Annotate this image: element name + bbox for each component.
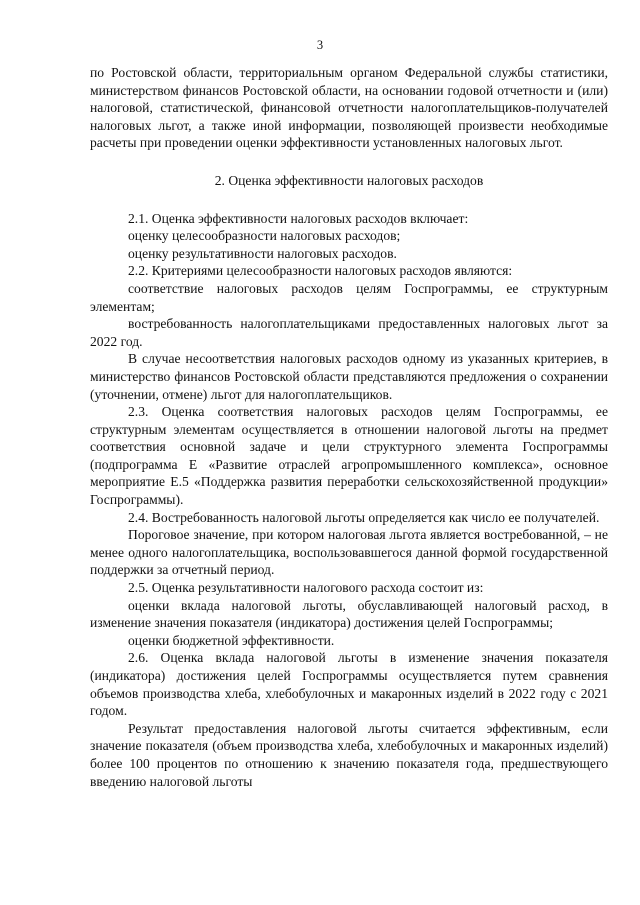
paragraph-2-1-item-2: оценку результативности налоговых расходов. <box>128 245 397 261</box>
page-number: 3 <box>316 38 324 52</box>
paragraph-2-4: 2.4. Востребованность налоговой льготы определяется как число ее получателей. <box>128 509 600 525</box>
paragraph-2-2-note: В случае несоответствия налоговых расходов одному из указанных критериев, в министерство финансов Ростовской области представляются предложения о сохранении (уточнении, отмене) льгот для налогоплательщиков. <box>90 351 608 402</box>
paragraph-2-1: 2.1. Оценка эффективности налоговых расходов включает: <box>128 210 469 226</box>
paragraph-2-6: 2.6. Оценка вклада налоговой льготы в изменение значения показателя (индикатора) достижения целей Госпрограммы осуществляется путем сравнения объемов производства хлеба, хлебобулочных и макаронных изделий в 2022 году с 2021 годом. <box>90 650 608 719</box>
paragraph-intro-continuation: по Ростовской области, территориальным органом Федеральной службы статистики, министерством финансов Ростовской области, на основании годовой отчетности и (или) налоговой, статистической, финансовой отчетности налогоплательщиков-получателей налоговых льгот, а также иной информации, позволяющей произвести необходимые расчеты при проведении оценки эффективности установленных налоговых льгот. <box>90 65 608 151</box>
paragraph-2-2-item-1: соответствие налоговых расходов целям Госпрограммы, ее структурным элементам; <box>90 280 608 314</box>
paragraph-2-3: 2.3. Оценка соответствия налоговых расходов целям Госпрограммы, ее структурным элементам осуществляется в отношении налоговой льготы на предмет соответствия основной задаче и цели структурного элемента Госпрограммы (подпрограмма Е «Развитие отраслей агропромышленного комплекса», основное мероприятие Е.5 «Поддержка развития переработки сельскохозяйственной продукции» Госпрограммы). <box>90 404 608 508</box>
paragraph-2-4-threshold: Пороговое значение, при котором налоговая льгота является востребованной, – не менее одного налогоплательщика, воспользовавшегося данной формой государственной поддержки за отчетный период. <box>90 527 608 578</box>
paragraph-2-2-item-2: востребованность налогоплательщиками предоставленных налоговых льгот за 2022 год. <box>90 316 608 349</box>
paragraph-2-5-item-1: оценки вклада налоговой льготы, обуславливающей налоговый расход, в изменение значения показателя (индикатора) достижения целей Госпрограммы; <box>90 597 608 631</box>
paragraph-2-5-item-2: оценки бюджетной эффективности. <box>128 632 335 648</box>
paragraph-2-6-result: Результат предоставления налоговой льготы считается эффективным, если значение показателя (объем производства хлеба, хлебобулочных и макаронных изделий) более 100 процентов по отношению к значению показателя года, предшествующего введению налоговой льготы <box>90 720 608 789</box>
paragraph-2-2: 2.2. Критериями целесообразности налоговых расходов являются: <box>128 263 513 279</box>
section-heading: 2. Оценка эффективности налоговых расходов <box>214 172 484 188</box>
paragraph-2-5: 2.5. Оценка результативности налогового расхода состоит из: <box>128 580 484 596</box>
document-body <box>90 64 608 790</box>
paragraph-2-1-item-1: оценку целесообразности налоговых расходов; <box>128 228 401 244</box>
